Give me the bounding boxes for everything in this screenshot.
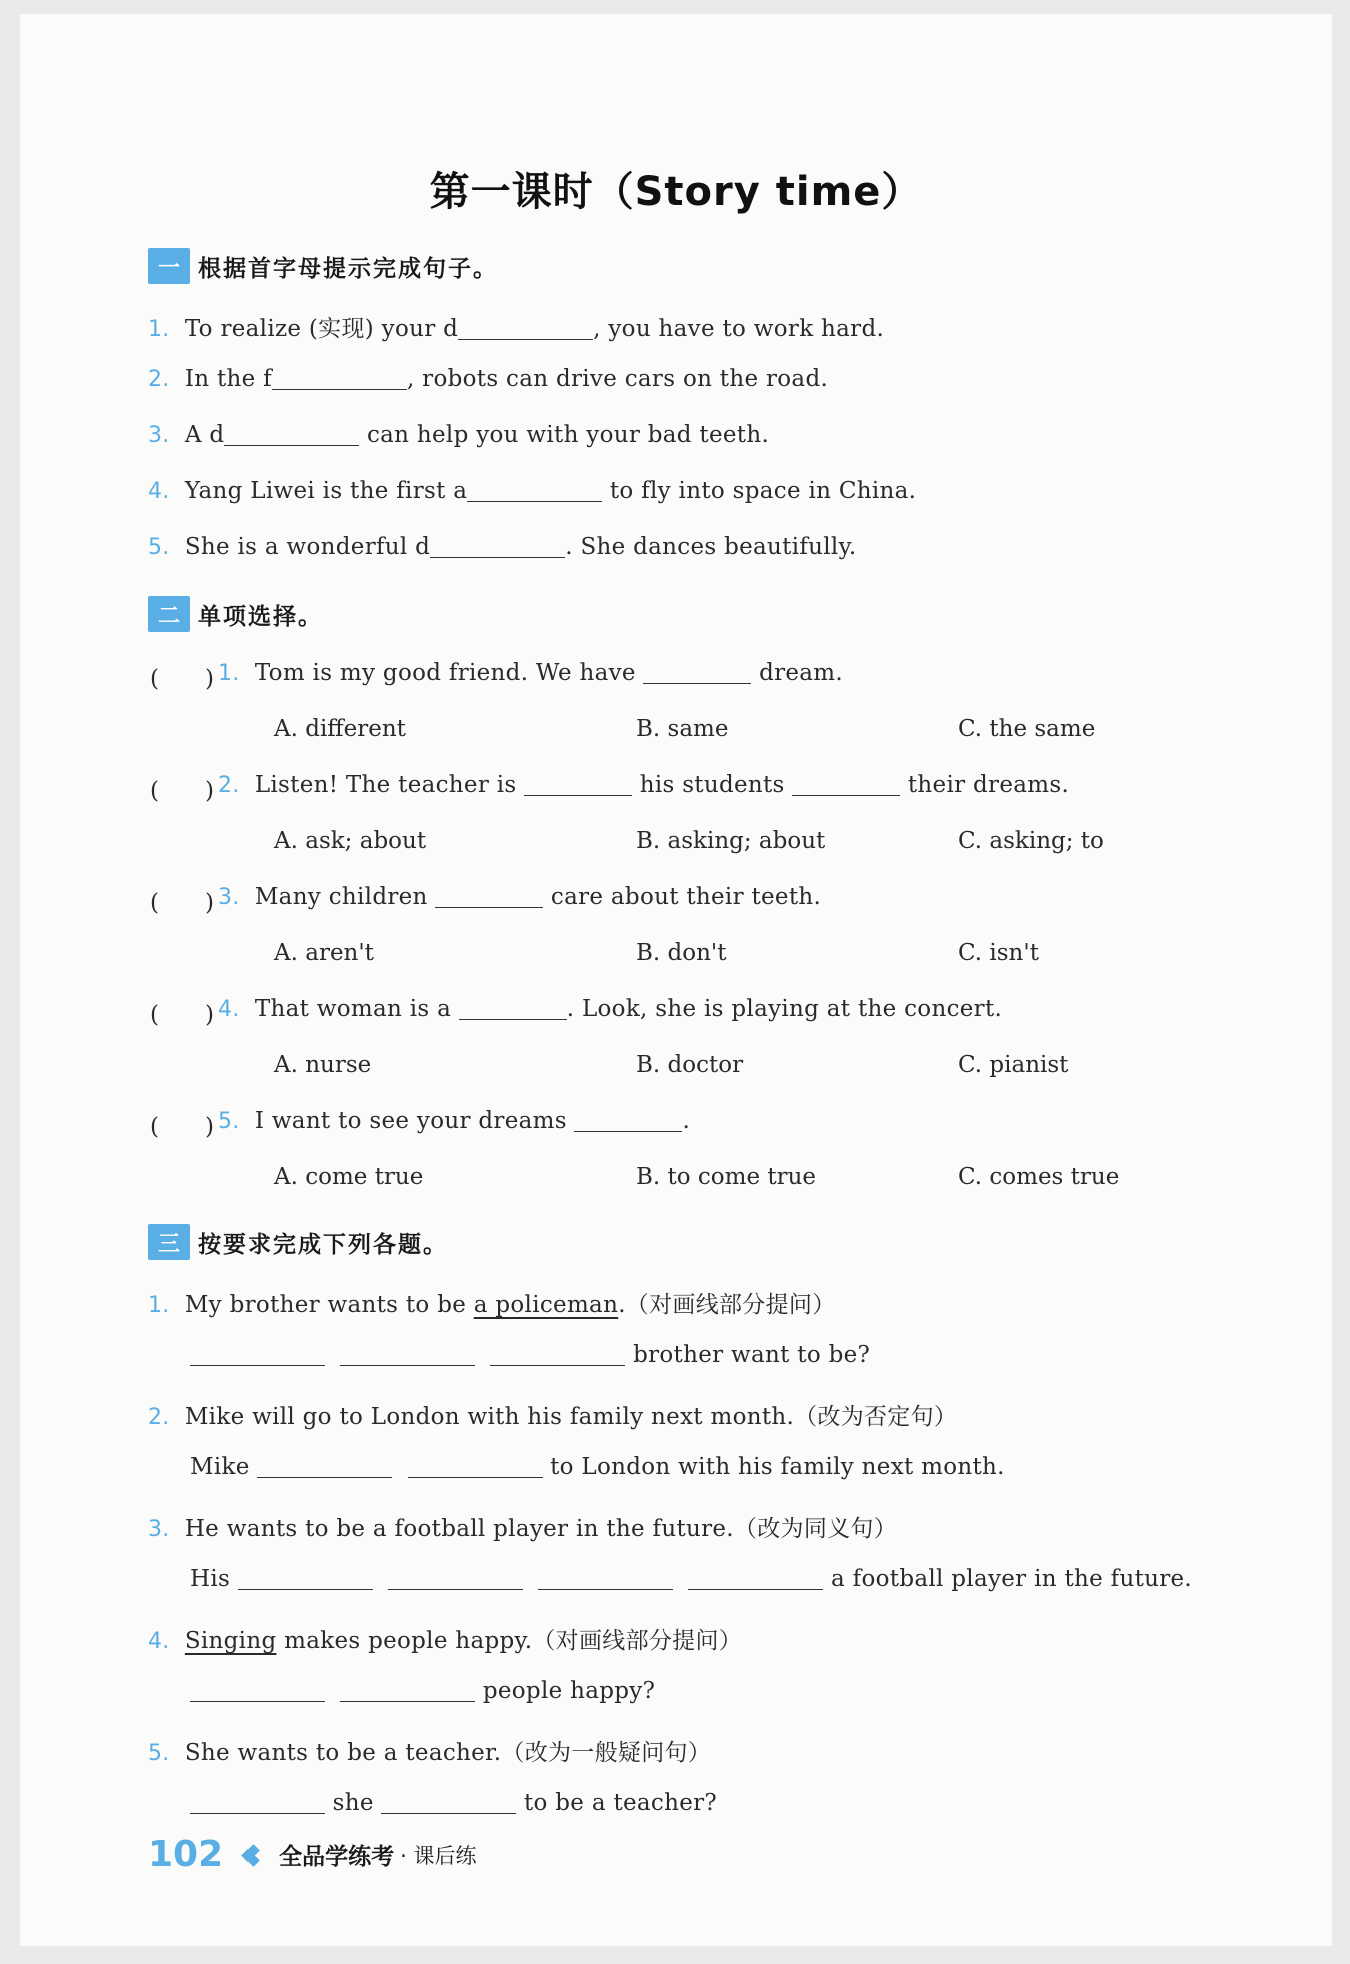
- section-1-header: [148, 246, 498, 286]
- option-a[interactable]: A. come true: [274, 1164, 424, 1190]
- answer-blank[interactable]: [272, 366, 407, 390]
- answer-blank[interactable]: [190, 1342, 325, 1366]
- item-number: 3.: [148, 1517, 170, 1542]
- transform-question-2: [148, 1398, 957, 1431]
- answer-blank[interactable]: [238, 1566, 373, 1590]
- item-text: . She dances beautifully.: [565, 534, 857, 560]
- choice-question-1: [218, 660, 843, 686]
- item-number: 5.: [218, 1109, 240, 1134]
- answer-text: people happy?: [475, 1678, 656, 1704]
- question-text: My brother wants to be: [184, 1292, 474, 1318]
- answer-line-4: [190, 1678, 655, 1704]
- answer-blank[interactable]: [524, 772, 632, 796]
- option-c[interactable]: C. pianist: [958, 1052, 1069, 1078]
- answer-blank[interactable]: [340, 1342, 475, 1366]
- option-b[interactable]: B. doctor: [636, 1052, 744, 1078]
- question-text: his students: [632, 772, 793, 798]
- transform-question-1: [148, 1286, 836, 1319]
- question-text: Many children: [254, 884, 436, 910]
- question-text: That woman is a: [254, 996, 459, 1022]
- worksheet-page: [20, 14, 1332, 1946]
- question-text: Listen! The teacher is: [254, 772, 525, 798]
- item-text: In the f: [184, 366, 272, 392]
- question-text: He wants to be a football player in the future.（改为同义句）: [184, 1516, 898, 1542]
- fill-item-5: [148, 534, 856, 560]
- option-b[interactable]: B. to come true: [636, 1164, 817, 1190]
- item-text: , you have to work hard.: [593, 316, 885, 342]
- answer-text: His: [190, 1566, 238, 1592]
- option-c[interactable]: C. isn't: [958, 940, 1039, 966]
- answer-blank[interactable]: [190, 1790, 325, 1814]
- answer-line-2: [190, 1454, 1005, 1480]
- answer-text: brother want to be?: [625, 1342, 871, 1368]
- answer-blank[interactable]: [435, 884, 543, 908]
- answer-blank[interactable]: [538, 1566, 673, 1590]
- underlined-text: a policeman: [473, 1292, 619, 1318]
- item-number: 5.: [148, 1741, 170, 1766]
- question-text: . Look, she is playing at the concert.: [566, 996, 1003, 1022]
- item-number: 1.: [148, 317, 170, 342]
- question-text: Tom is my good friend. We have: [254, 660, 644, 686]
- answer-blank[interactable]: [458, 316, 593, 340]
- section-number: 三: [148, 1224, 190, 1260]
- section-2-header: [148, 594, 323, 634]
- answer-blank[interactable]: [459, 996, 567, 1020]
- item-number: 2.: [148, 367, 170, 392]
- answer-blank[interactable]: [467, 478, 602, 502]
- transform-question-3: [148, 1510, 897, 1543]
- answer-parenthesis[interactable]: ( ): [150, 1114, 214, 1140]
- item-number: 3.: [148, 423, 170, 448]
- answer-blank[interactable]: [408, 1454, 543, 1478]
- section-3-header: [148, 1222, 448, 1262]
- answer-text: she: [325, 1790, 382, 1816]
- answer-blank[interactable]: [340, 1678, 475, 1702]
- answer-line-1: [190, 1342, 870, 1368]
- section-number: 一: [148, 248, 190, 284]
- section-title: 按要求完成下列各题。: [198, 1231, 448, 1258]
- question-text: makes people happy.（对画线部分提问）: [276, 1628, 743, 1654]
- section-title: 单项选择。: [198, 603, 323, 630]
- option-b[interactable]: B. same: [636, 716, 729, 742]
- choice-question-3: [218, 884, 821, 910]
- choice-question-4: [218, 996, 1002, 1022]
- item-text: She is a wonderful d: [184, 534, 431, 560]
- item-number: 1.: [218, 661, 240, 686]
- answer-blank[interactable]: [688, 1566, 823, 1590]
- answer-parenthesis[interactable]: ( ): [150, 890, 214, 916]
- brand-subtitle: · 课后练: [400, 1843, 477, 1868]
- item-number: 2.: [218, 773, 240, 798]
- question-text: .: [682, 1108, 691, 1134]
- option-c[interactable]: C. comes true: [958, 1164, 1120, 1190]
- answer-parenthesis[interactable]: ( ): [150, 1002, 214, 1028]
- answer-blank[interactable]: [388, 1566, 523, 1590]
- transform-question-4: [148, 1622, 742, 1655]
- item-text: can help you with your bad teeth.: [359, 422, 770, 448]
- answer-blank[interactable]: [381, 1790, 516, 1814]
- answer-parenthesis[interactable]: ( ): [150, 666, 214, 692]
- option-a[interactable]: A. aren't: [274, 940, 374, 966]
- item-number: 1.: [148, 1293, 170, 1318]
- option-c[interactable]: C. the same: [958, 716, 1096, 742]
- option-a[interactable]: A. nurse: [274, 1052, 372, 1078]
- choice-question-5: [218, 1108, 690, 1134]
- answer-parenthesis[interactable]: ( ): [150, 778, 214, 804]
- option-c[interactable]: C. asking; to: [958, 828, 1104, 854]
- answer-blank[interactable]: [190, 1678, 325, 1702]
- fill-item-2: [148, 366, 828, 392]
- answer-blank[interactable]: [792, 772, 900, 796]
- transform-question-5: [148, 1734, 711, 1767]
- item-number: 5.: [148, 535, 170, 560]
- option-a[interactable]: A. different: [274, 716, 406, 742]
- section-title: 根据首字母提示完成句子。: [198, 255, 498, 282]
- option-b[interactable]: B. asking; about: [636, 828, 826, 854]
- answer-text: to London with his family next month.: [542, 1454, 1005, 1480]
- page-title: 第一课时（Story time）: [429, 169, 923, 215]
- underlined-text: Singing: [184, 1628, 277, 1654]
- answer-line-5: [190, 1790, 717, 1816]
- answer-blank[interactable]: [257, 1454, 392, 1478]
- choice-question-2: [218, 772, 1069, 798]
- item-text: A d: [184, 422, 225, 448]
- section-number: 二: [148, 596, 190, 632]
- fill-item-4: [148, 478, 916, 504]
- item-number: 2.: [148, 1405, 170, 1430]
- item-text: , robots can drive cars on the road.: [406, 366, 829, 392]
- question-text: Mike will go to London with his family next month.（改为否定句）: [184, 1404, 958, 1430]
- answer-text: a football player in the future.: [823, 1566, 1193, 1592]
- fill-item-3: [148, 422, 769, 448]
- answer-text: to be a teacher?: [516, 1790, 718, 1816]
- option-b[interactable]: B. don't: [636, 940, 727, 966]
- answer-blank[interactable]: [430, 534, 565, 558]
- item-number: 4.: [218, 997, 240, 1022]
- page-number: 102: [148, 1834, 224, 1875]
- question-text: She wants to be a teacher.（改为一般疑问句）: [184, 1740, 712, 1766]
- item-number: 4.: [148, 1629, 170, 1654]
- question-text: their dreams.: [900, 772, 1070, 798]
- item-text: Yang Liwei is the first a: [184, 478, 468, 504]
- item-number: 3.: [218, 885, 240, 910]
- diamond-icon: [243, 1846, 261, 1864]
- item-text: to fly into space in China.: [602, 478, 917, 504]
- answer-blank[interactable]: [224, 422, 359, 446]
- answer-line-3: [190, 1566, 1192, 1592]
- question-text: .（对画线部分提问）: [618, 1292, 836, 1318]
- answer-blank[interactable]: [643, 660, 751, 684]
- fill-item-1: [148, 310, 884, 343]
- question-text: care about their teeth.: [543, 884, 822, 910]
- question-text: I want to see your dreams: [254, 1108, 575, 1134]
- item-number: 4.: [148, 479, 170, 504]
- page-footer: [148, 1834, 477, 1875]
- question-text: dream.: [751, 660, 844, 686]
- option-a[interactable]: A. ask; about: [274, 828, 427, 854]
- answer-blank[interactable]: [490, 1342, 625, 1366]
- answer-text: Mike: [190, 1454, 258, 1480]
- answer-blank[interactable]: [574, 1108, 682, 1132]
- brand-name: 全品学练考: [279, 1844, 395, 1870]
- item-text: To realize (实现) your d: [184, 316, 459, 342]
